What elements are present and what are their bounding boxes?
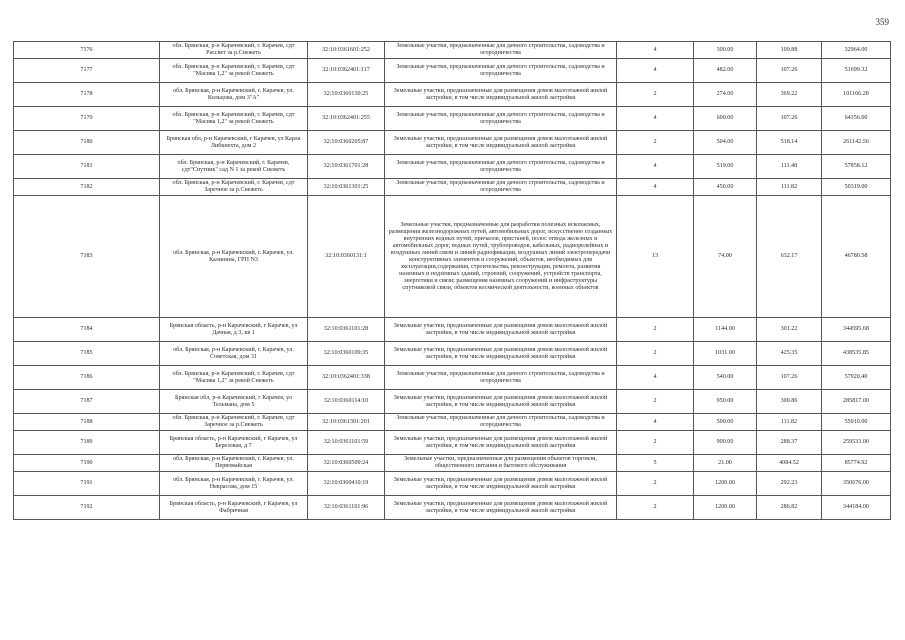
total-value: 259533.00 — [822, 431, 891, 455]
row-number: 7191 — [14, 472, 160, 496]
row-number: 7185 — [14, 342, 160, 366]
address-cell: обл. Брянская, р-н Карачевский, г. Карачев, ул. Кольцова, дом 3"А" — [160, 83, 308, 107]
area-value: 950.00 — [694, 390, 757, 414]
category-code: 5 — [617, 455, 694, 472]
address-cell: обл. Брянская, р-н Карачевский, г. Карачев, ул. Калинина, ГРП N3 — [160, 196, 308, 318]
page-number: 359 — [875, 17, 889, 27]
category-code: 2 — [617, 318, 694, 342]
category-code: 4 — [617, 366, 694, 390]
total-value: 57920.40 — [822, 366, 891, 390]
category-code: 13 — [617, 196, 694, 318]
row-number: 7189 — [14, 431, 160, 455]
total-value: 438535.85 — [822, 342, 891, 366]
cadastral-number: 32:10:0362401:255 — [308, 107, 385, 131]
address-cell: Брянская обл, р-н Карачевский, г Карачев, ул Тельмана, дом 5 — [160, 390, 308, 414]
cadastral-number: 32:10:0360109:35 — [308, 342, 385, 366]
total-value: 55910.00 — [822, 414, 891, 431]
land-use-description: Земельные участки, предназначенные для размещения домов малоэтажной жилой застройки, в том числе индивидуальной жилой застройки — [385, 318, 617, 342]
row-number: 7183 — [14, 196, 160, 318]
unit-value: 518.14 — [757, 131, 822, 155]
unit-value: 111.82 — [757, 179, 822, 196]
category-code: 2 — [617, 390, 694, 414]
address-cell: обл. Брянская, р-н Карачевский, г. Карачев, сдт Заречное за р.Снежеть — [160, 179, 308, 196]
cadastral-number: 32:10:0360410:19 — [308, 472, 385, 496]
table-row — [14, 131, 891, 155]
area-value: 74.00 — [694, 196, 757, 318]
total-value: 344595.68 — [822, 318, 891, 342]
total-value: 57858.12 — [822, 155, 891, 179]
unit-value: 107.26 — [757, 59, 822, 83]
unit-value: 292.23 — [757, 472, 822, 496]
area-value: 500.00 — [694, 414, 757, 431]
area-value: 274.00 — [694, 83, 757, 107]
address-cell: обл. Брянская, р-н Карачевский, г. Карачев, сдт"Спутник" сад N 1 за рекой Снежеть — [160, 155, 308, 179]
address-cell: Брянская обл, р-н Карачевский, г Карачев, ул Карла Либкнехта, дом 2 — [160, 131, 308, 155]
row-number: 7177 — [14, 59, 160, 83]
table-row — [14, 472, 891, 496]
area-value: 1200.00 — [694, 472, 757, 496]
unit-value: 300.86 — [757, 390, 822, 414]
address-cell: обл. Брянская, р-н Карачевский, г. Карачев, сдт "Масива 1,2" за рекой Снежеть — [160, 107, 308, 131]
cadastral-number: 32:10:0360205:87 — [308, 131, 385, 155]
land-use-description: Земельные участки, предназначенные для разработки полезных ископаемых, размещения железнодорожных путей, автомобильных дорог, искусственно созданных внутренних водных путей, причалов, пристаней, полос отвода железных и автомобильных дорог, водных путей, трубопроводов, кабельных, радиорелейных и воздушных линий связи и линий радиофикации, воздушных линий электропередачи конструктивных элементов и сооружений, объектов, необходимых для эксплуатации,содержания, строительства, реконструкции, ремонта, развития наземных и подземных зданий, строений, сооружений, устройств транспорта, энергетики и связи; размещения наземных сооружений и инфраструктуры спутниковой связи, объектов космической деятельности, военных объектов — [385, 196, 617, 318]
category-code: 2 — [617, 83, 694, 107]
address-cell: обл. Брянская, р-н Карачевский, г. Карачев, сдт "Масива 1,2" за рекой Снежеть — [160, 59, 308, 83]
total-value: 101166.28 — [822, 83, 891, 107]
land-use-description: Земельные участки, предназначенные для размещения домов малоэтажной жилой застройки, в том числе индивидуальной жилой застройки — [385, 496, 617, 520]
unit-value: 288.37 — [757, 431, 822, 455]
cadastral-number: 32:10:0361101:96 — [308, 496, 385, 520]
land-registry-table — [13, 41, 891, 520]
land-use-description: Земельные участки, предназначенные для дачного строительства, садоводства и огородничества — [385, 179, 617, 196]
row-number: 7182 — [14, 179, 160, 196]
table-row — [14, 83, 891, 107]
total-value: 50319.00 — [822, 179, 891, 196]
address-cell: обл. Брянская, р-н Карачевский, г. Карачев, сдт "Масива 1,2" за рекой Снежеть — [160, 366, 308, 390]
row-number: 7188 — [14, 414, 160, 431]
total-value: 32964.00 — [822, 42, 891, 59]
land-use-description: Земельные участки, предназначенные для размещения домов малоэтажной жилой застройки, в том числе индивидуальной жилой застройки — [385, 390, 617, 414]
total-value: 46780.58 — [822, 196, 891, 318]
row-number: 7178 — [14, 83, 160, 107]
land-use-description: Земельные участки, предназначенные для размещения объектов торговли, общественного питания и бытового обслуживания — [385, 455, 617, 472]
table-row — [14, 431, 891, 455]
address-cell: обл. Брянская, р-н Карачевский, г. Карачев, ул. Советская, дом 31 — [160, 342, 308, 366]
area-value: 1200.00 — [694, 496, 757, 520]
unit-value: 107.26 — [757, 107, 822, 131]
total-value: 85774.92 — [822, 455, 891, 472]
table-row — [14, 318, 891, 342]
row-number: 7192 — [14, 496, 160, 520]
row-number: 7181 — [14, 155, 160, 179]
row-number: 7180 — [14, 131, 160, 155]
total-value: 51699.32 — [822, 59, 891, 83]
area-value: 519.00 — [694, 155, 757, 179]
row-number: 7176 — [14, 42, 160, 59]
area-value: 482.00 — [694, 59, 757, 83]
land-use-description: Земельные участки, предназначенные для дачного строительства, садоводства и огородничества — [385, 107, 617, 131]
row-number: 7179 — [14, 107, 160, 131]
table-row — [14, 455, 891, 472]
land-use-description: Земельные участки, предназначенные для дачного строительства, садоводства и огородничества — [385, 155, 617, 179]
area-value: 450.00 — [694, 179, 757, 196]
unit-value: 425.35 — [757, 342, 822, 366]
registry-body — [14, 42, 891, 520]
land-use-description: Земельные участки, предназначенные для дачного строительства, садоводства и огородничества — [385, 59, 617, 83]
table-row — [14, 42, 891, 59]
land-use-description: Земельные участки, предназначенные для размещения домов малоэтажной жилой застройки, в том числе индивидуальной жилой застройки — [385, 342, 617, 366]
land-use-description: Земельные участки, предназначенные для размещения домов малоэтажной жилой застройки, в том числе индивидуальной жилой застройки — [385, 431, 617, 455]
table-row — [14, 496, 891, 520]
row-number: 7184 — [14, 318, 160, 342]
table-row — [14, 390, 891, 414]
land-use-description: Земельные участки, предназначенные для дачного строительства, садоводства и огородничества — [385, 42, 617, 59]
address-cell: обл. Брянская, р-н Карачевский, г. Карачев, сдт Заречное за р.Снежеть — [160, 414, 308, 431]
category-code: 2 — [617, 131, 694, 155]
category-code: 4 — [617, 155, 694, 179]
table-row — [14, 59, 891, 83]
unit-value: 109.88 — [757, 42, 822, 59]
land-use-description: Земельные участки, предназначенные для размещения домов малоэтажной жилой застройки, в том числе индивидуальной жилой застройки — [385, 472, 617, 496]
total-value: 285817.00 — [822, 390, 891, 414]
cadastral-number: 32:10:0361101:59 — [308, 431, 385, 455]
category-code: 4 — [617, 59, 694, 83]
address-cell: Брянская область, р-н Карачевский, г Карачев, ул Фабричная — [160, 496, 308, 520]
address-cell: обл. Брянская, р-н Карачевский, г. Карачев, сдт Рассвет за р.Снежеть — [160, 42, 308, 59]
cadastral-number: 32:10:0361601:252 — [308, 42, 385, 59]
area-value: 504.00 — [694, 131, 757, 155]
total-value: 261142.56 — [822, 131, 891, 155]
land-use-description: Земельные участки, предназначенные для дачного строительства, садоводства и огородничества — [385, 366, 617, 390]
cadastral-number: 32:10:0361301:201 — [308, 414, 385, 431]
row-number: 7187 — [14, 390, 160, 414]
land-use-description: Земельные участки, предназначенные для размещения домов малоэтажной жилой застройки, в том числе индивидуальной жилой застройки — [385, 83, 617, 107]
unit-value: 111.82 — [757, 414, 822, 431]
table-row — [14, 342, 891, 366]
area-value: 21.00 — [694, 455, 757, 472]
area-value: 1031.00 — [694, 342, 757, 366]
area-value: 900.00 — [694, 431, 757, 455]
total-value: 350676.00 — [822, 472, 891, 496]
cadastral-number: 32:10:0362401:117 — [308, 59, 385, 83]
category-code: 2 — [617, 342, 694, 366]
cadastral-number: 32:10:0362401:338 — [308, 366, 385, 390]
total-value: 344184.00 — [822, 496, 891, 520]
category-code: 2 — [617, 431, 694, 455]
area-value: 300.00 — [694, 42, 757, 59]
land-use-description: Земельные участки, предназначенные для дачного строительства, садоводства и огородничества — [385, 414, 617, 431]
unit-value: 369.22 — [757, 83, 822, 107]
unit-value: 4084.52 — [757, 455, 822, 472]
category-code: 4 — [617, 414, 694, 431]
table-row — [14, 107, 891, 131]
cadastral-number: 32:10:0360114:10 — [308, 390, 385, 414]
unit-value: 301.22 — [757, 318, 822, 342]
cadastral-number: 32:10:0360131:1 — [308, 196, 385, 318]
address-cell: Брянская область, р-н Карачевский, г Карачев, ул Дачная, д 3, кв 1 — [160, 318, 308, 342]
address-cell: обл. Брянская, р-н Карачевский, г. Карачев, ул. Некрасова, дом 15 — [160, 472, 308, 496]
unit-value: 107.26 — [757, 366, 822, 390]
table-row — [14, 414, 891, 431]
cadastral-number: 32:10:0360509:24 — [308, 455, 385, 472]
table-row — [14, 196, 891, 318]
cadastral-number: 32:10:0361301:25 — [308, 179, 385, 196]
unit-value: 286.82 — [757, 496, 822, 520]
address-cell: обл. Брянская, р-н Карачевский, г. Карачев, ул. Первомайская — [160, 455, 308, 472]
category-code: 2 — [617, 496, 694, 520]
cadastral-number: 32:10:0360130:25 — [308, 83, 385, 107]
total-value: 64356.00 — [822, 107, 891, 131]
row-number: 7190 — [14, 455, 160, 472]
category-code: 4 — [617, 179, 694, 196]
address-cell: Брянская область, р-н Карачевский, г Карачев, ул Березовая, д 7 — [160, 431, 308, 455]
unit-value: 111.48 — [757, 155, 822, 179]
land-use-description: Земельные участки, предназначенные для размещения домов малоэтажной жилой застройки, в том числе индивидуальной жилой застройки — [385, 131, 617, 155]
category-code: 2 — [617, 472, 694, 496]
category-code: 4 — [617, 107, 694, 131]
category-code: 4 — [617, 42, 694, 59]
cadastral-number: 32:10:0361101:28 — [308, 318, 385, 342]
row-number: 7186 — [14, 366, 160, 390]
unit-value: 632.17 — [757, 196, 822, 318]
table-row — [14, 179, 891, 196]
table-row — [14, 366, 891, 390]
area-value: 540.00 — [694, 366, 757, 390]
cadastral-number: 32:10:0361701:28 — [308, 155, 385, 179]
area-value: 600.00 — [694, 107, 757, 131]
table-row — [14, 155, 891, 179]
area-value: 1144.00 — [694, 318, 757, 342]
